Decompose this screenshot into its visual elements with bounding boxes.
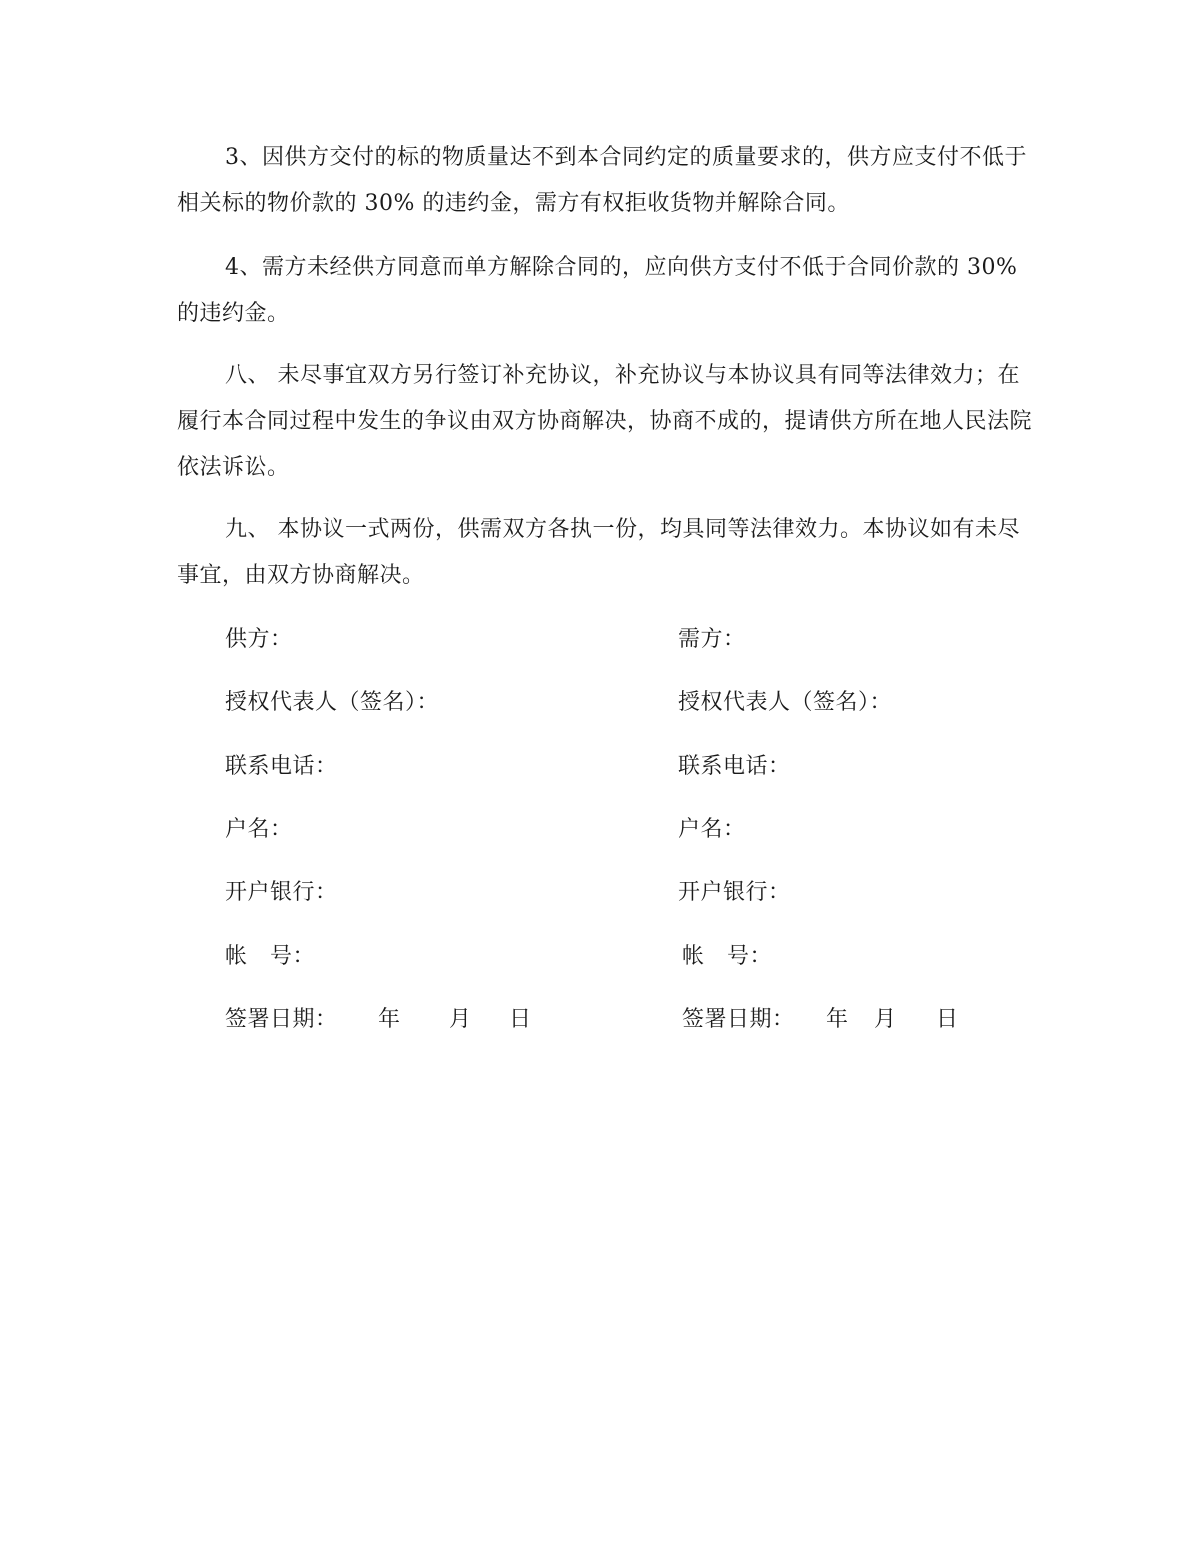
buyer-phone-label: 联系电话： bbox=[678, 754, 791, 779]
buyer-party-label: 需方： bbox=[678, 627, 746, 652]
supplier-date-year: 年 bbox=[378, 1007, 401, 1032]
clause-9-copies bbox=[177, 507, 1037, 599]
supplier-party-label: 供方： bbox=[225, 627, 293, 652]
clause-text: 八、 未尽事宜双方另行签订补充协议，补充协议与本协议具有同等法律效力；在履行本合同过程中发生的争议由双方协商解决，协商不成的，提请供方所在地人民法院依法诉讼。 bbox=[177, 363, 1033, 480]
buyer-account-number-label: 帐 号： bbox=[682, 944, 773, 969]
clause-3-quality-penalty bbox=[177, 135, 1037, 227]
buyer-account-name-label: 户名： bbox=[678, 817, 746, 842]
supplier-phone-label: 联系电话： bbox=[225, 754, 338, 779]
buyer-date-month: 月 bbox=[874, 1007, 897, 1032]
buyer-date-day: 日 bbox=[936, 1007, 959, 1032]
buyer-date-label: 签署日期： bbox=[682, 1007, 795, 1032]
supplier-account-name-label: 户名： bbox=[225, 817, 293, 842]
clause-8-disputes bbox=[177, 353, 1037, 491]
supplier-date-day: 日 bbox=[509, 1007, 532, 1032]
clause-text: 4、需方未经供方同意而单方解除合同的，应向供方支付不低于合同价款的 30% 的违约金。 bbox=[177, 255, 1018, 326]
clause-4-termination-penalty bbox=[177, 245, 1037, 337]
buyer-date-year: 年 bbox=[826, 1007, 849, 1032]
supplier-representative-label: 授权代表人（签名）： bbox=[225, 690, 440, 715]
buyer-bank-label: 开户银行： bbox=[678, 880, 791, 905]
buyer-representative-label: 授权代表人（签名）： bbox=[678, 690, 893, 715]
supplier-date-month: 月 bbox=[449, 1007, 472, 1032]
clause-text: 九、 本协议一式两份，供需双方各执一份，均具同等法律效力。本协议如有未尽事宜，由双方协商解决。 bbox=[177, 517, 1020, 588]
clause-text: 3、因供方交付的标的物质量达不到本合同约定的质量要求的，供方应支付不低于相关标的物价款的 30% 的违约金，需方有权拒收货物并解除合同。 bbox=[177, 145, 1027, 216]
supplier-bank-label: 开户银行： bbox=[225, 880, 338, 905]
supplier-date-label: 签署日期： bbox=[225, 1007, 338, 1032]
supplier-account-number-label: 帐 号： bbox=[225, 944, 316, 969]
